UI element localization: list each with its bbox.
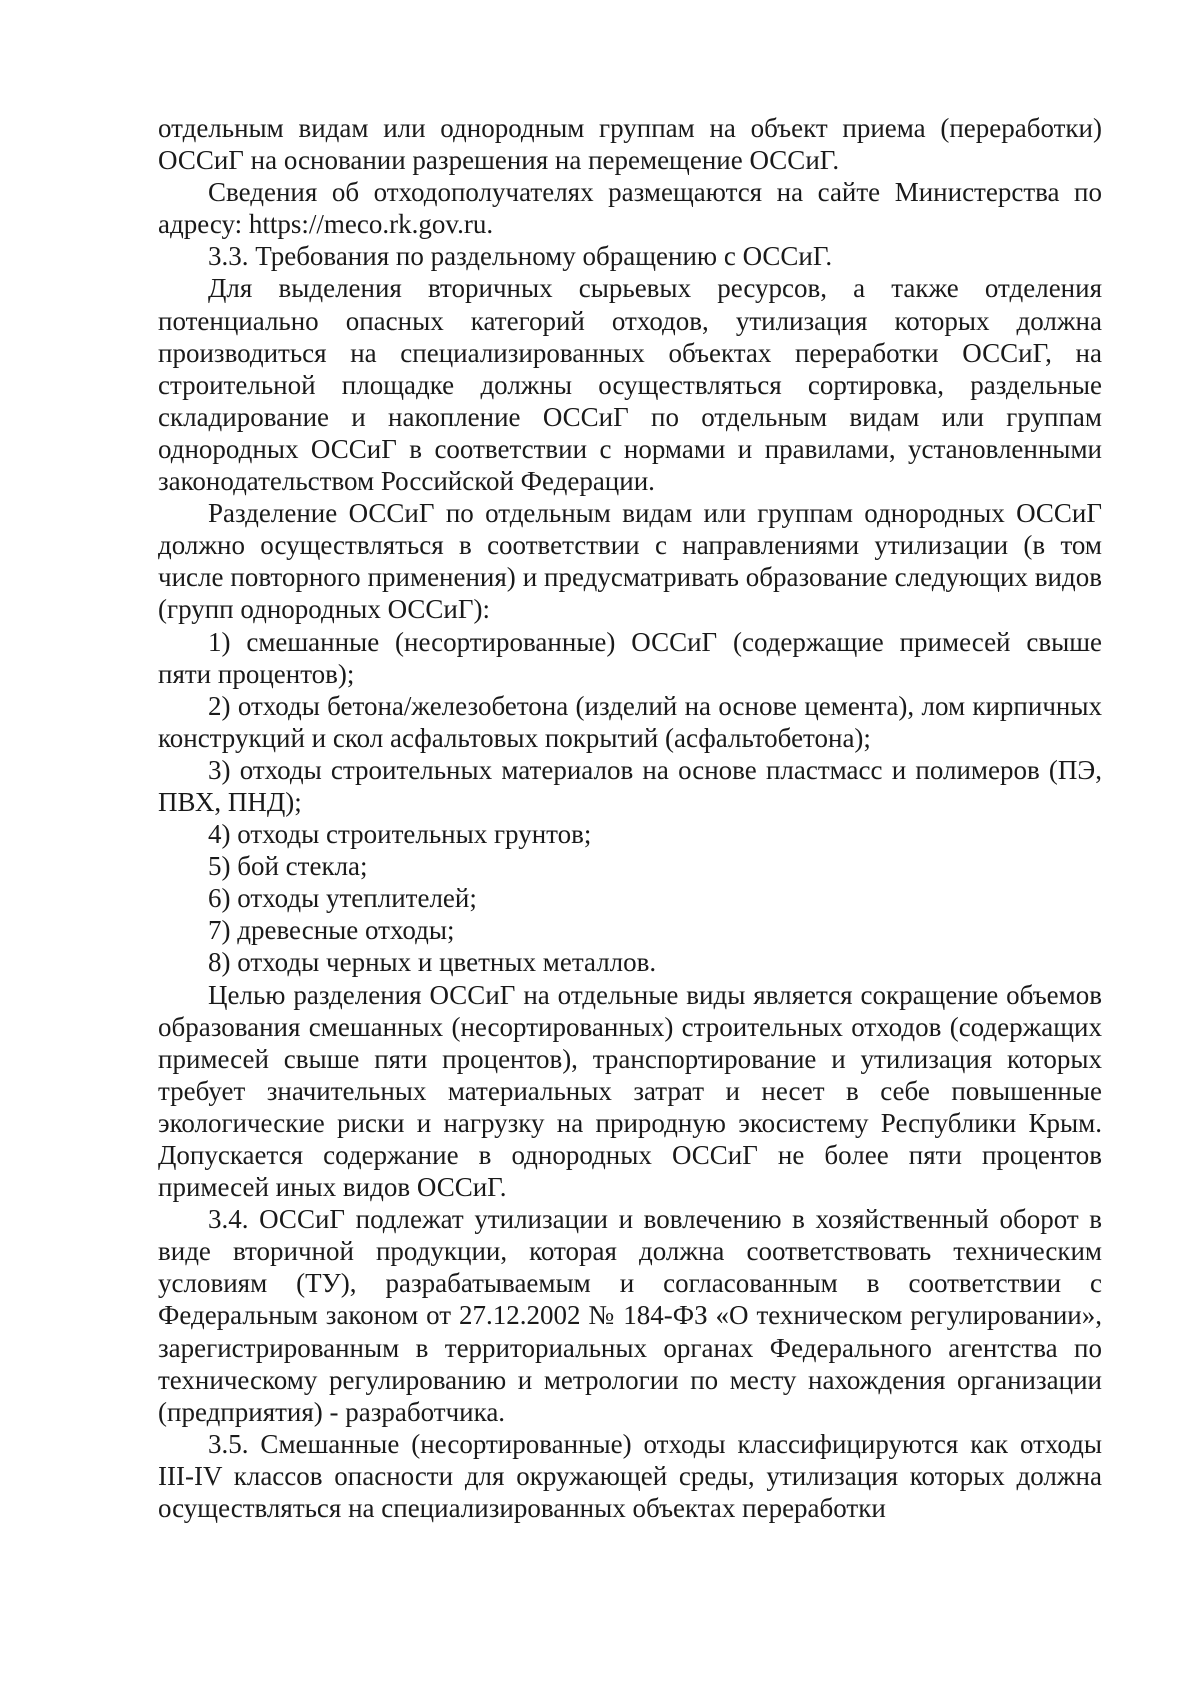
section-heading-3-3: 3.3. Требования по раздельному обращению с ОССиГ. (208, 241, 833, 272)
list-item: 6) отходы утеплителей; (208, 883, 477, 914)
list-item: 7) древесные отходы; (208, 915, 455, 946)
waste-types-list (158, 626, 1102, 979)
paragraph-separation-purpose: Целью разделения ОССиГ на отдельные виды является сокращение объемов образования смешанных (несортированных) строительных отходов (содержащих примесей свыше пяти процентов), транспортирование и утилизация которых требует значительных материальных затрат и несет в себе повышенные экологические риски и нагрузку на природную экосистему Республики Крым. Допускается содержание в однородных ОССиГ не более пяти процентов примесей иных видов ОССиГ. (158, 979, 1102, 1203)
list-item: 3) отходы строительных материалов на основе пластмасс и полимеров (ПЭ, ПВХ, ПНД); (158, 754, 1102, 817)
list-item: 1) смешанные (несортированные) ОССиГ (содержащие примесей свыше пяти процентов); (158, 626, 1102, 689)
section-paragraph-3-4: 3.4. ОССиГ подлежат утилизации и вовлечению в хозяйственный оборот в виде вторичной продукции, которая должна соответствовать техническим условиям (ТУ), разрабатываемым и согласованным в соответствии с Федеральным законом от 27.12.2002 № 184-ФЗ «О техническом регулировании», зарегистрированным в территориальных органах Федерального агентства по техническому регулированию и метрологии по месту нахождения организации (предприятия) - разработчика. (158, 1204, 1102, 1427)
list-item: 2) отходы бетона/железобетона (изделий на основе цемента), лом кирпичных конструкций и скол асфальтовых покрытий (асфальтобетона); (158, 690, 1102, 753)
list-item: 5) бой стекла; (208, 851, 368, 882)
document-body (158, 112, 1102, 1524)
paragraph-separation-types: Разделение ОССиГ по отдельным видам или группам однородных ОССиГ должно осуществляться в соответствии с направлениями утилизации (в том числе повторного применения) и предусматривать образование следующих видов (групп однородных ОССиГ): (158, 498, 1102, 625)
paragraph-continuation: отдельным видам или однородным группам на объект приема (переработки) ОССиГ на основании разрешения на перемещение ОССиГ. (158, 113, 1102, 176)
paragraph-sorting-requirements: Для выделения вторичных сырьевых ресурсов, а также отделения потенциально опасных категорий отходов, утилизация которых должна производиться на специализированных объектах переработки ОССиГ, на строительной площадке должны осуществляться сортировка, раздельные складирование и накопление ОССиГ по отдельным видам или группам однородных ОССиГ в соответствии с нормами и правилами, установленными законодательством Российской Федерации. (158, 273, 1102, 497)
paragraph-ministry-website: Сведения об отходополучателях размещаются на сайте Министерства по адресу: https://meco.rk.gov.ru. (158, 177, 1102, 240)
section-paragraph-3-5: 3.5. Смешанные (несортированные) отходы классифицируются как отходы III-IV классов опасности для окружающей среды, утилизация которых должна осуществляться на специализированных объектах переработки (158, 1428, 1102, 1524)
list-item: 4) отходы строительных грунтов; (208, 819, 592, 850)
list-item: 8) отходы черных и цветных металлов. (208, 947, 657, 978)
